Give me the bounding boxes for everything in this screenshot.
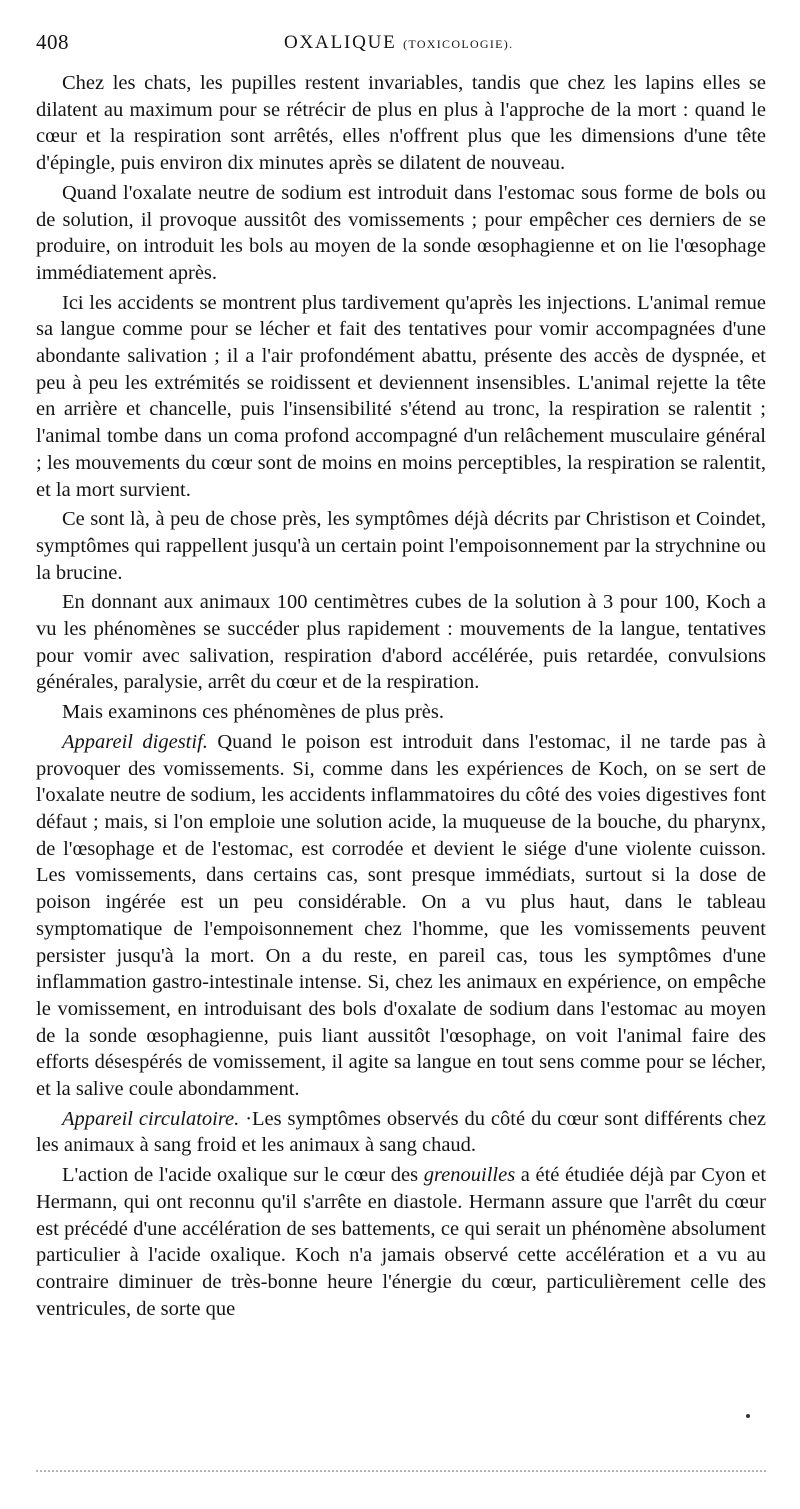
paragraph-koch-dose: En donnant aux animaux 100 centimètres cubes de la solution à 3 pour 100, Koch a vu les phénomènes se succéder plus rapidement : mouvements de la langue, tentatives pour vomir avec salivation, respiration d'abord accélérée, puis retardée, convulsions générales, paralysie, arrêt du cœur et de la respiration.: [36, 591, 766, 694]
running-title: [284, 32, 513, 54]
digestive-text: Quand le poison est introduit dans l'estomac, il ne tarde pas à provoquer des vomissements. Si, comme dans les expériences de Koch, on se sert de l'oxalate neutre de sodium, les accidents inflammatoires du côté des voies digestives font défaut ; mais, si l'on emploie une solution acide, la muqueuse de la bouche, du pharynx, de l'œsophage et de l'estomac, est corrodée et devient le siége d'une violente cuisson. Les vomissements, dans certains cas, sont presque immédiats, surtout si la dose de poison ingérée est un peu considérable. On a vu plus haut, dans le tableau symptomatique de l'empoisonnement chez l'homme, que les vomissements peuvent persister jusqu'à la mort. On a du reste, en pareil cas, tous les symptômes d'une inflammation gastro-intestinale intense. Si, chez les animaux en expérience, on empêche le vomissement, en introduisant des bols d'oxalate de sodium dans l'estomac au moyen de la sonde œsophagienne, puis liant aussitôt l'œsophage, on voit l'animal faire des efforts désespérés de vomissement, il agite sa langue en tout sens comme pour se lécher, et la salive coule abondamment.: [36, 730, 766, 1101]
running-header: [36, 30, 766, 60]
paragraph-examine: Mais examinons ces phénomènes de plus près.: [62, 701, 445, 724]
paragraph-christison: Ce sont là, à peu de chose près, les symptômes déjà décrits par Christison et Coindet, symptômes qui rappellent jusqu'à un certain point l'empoisonnement par la strychnine ou la brucine.: [36, 508, 766, 584]
footer-dotted-rule: [36, 1470, 766, 1472]
paragraph-oxalate-stomach: Quand l'oxalate neutre de sodium est introduit dans l'estomac sous forme de bols ou de solution, il provoque aussitôt des vomissements ; pour empêcher ces derniers de se produire, on introduit les bols au moyen de la sonde œsophagienne et on lie l'œsophage immédiatement après.: [36, 181, 766, 284]
paragraph-frogs: [36, 1162, 766, 1322]
paragraph-digestive: [36, 729, 766, 1103]
circulatory-text: ·Les symptômes observés du côté du cœur sont différents chez les animaux à sang froid et les animaux à sang chaud.: [36, 1107, 766, 1157]
section-heading-circulatory: Appareil circulatoire.: [62, 1107, 240, 1130]
frogs-text-before: L'action de l'acide oxalique sur le cœur des: [62, 1164, 424, 1187]
section-heading-digestive: Appareil digestif.: [62, 730, 208, 753]
frogs-text-after: a été étudiée déjà par Cyon et Hermann, qui ont reconnu qu'il s'arrête en diastole. Hermann assure que l'arrêt du cœur est précédé d'une accélération de ses battements, ce qui serait un phénomène absolument particulier à l'acide oxalique. Koch n'a jamais observé cette accélération et a vu au contraire diminuer de très-bonne heure l'énergie du cœur, particulièrement celle des ventricules, de sorte que: [36, 1164, 767, 1320]
ink-speck: [746, 1414, 750, 1418]
running-title-section: (TOXICOLOGIE).: [403, 37, 514, 51]
page-number: 408: [36, 30, 69, 54]
body-text: [36, 70, 766, 1325]
paragraph-pupils: Chez les chats, les pupilles restent invariables, tandis que chez les lapins elles se dilatent au maximum pour se rétrécir de plus en plus à l'approche de la mort : quand le cœur et la respiration sont arrêtés, elles n'offrent plus que les dimensions d'une tête d'épingle, puis environ dix minutes après se dilatent de nouveau.: [36, 72, 766, 175]
running-title-main: OXALIQUE: [284, 32, 397, 53]
paragraph-accidents: Ici les accidents se montrent plus tardivement qu'après les injections. L'animal remue sa langue comme pour se lécher et fait des tentatives pour vomir accompagnées d'une abondante salivation ; il a l'air profondément abattu, présente des accès de dyspnée, et peu à peu les extrémités se roidissent et deviennent insensibles. L'animal rejette la tête en arrière et chancelle, puis l'insensibilité s'étend au tronc, la respiration se ralentit ; l'animal tombe dans un coma profond accompagné d'un relâchement musculaire général ; les mouvements du cœur sont de moins en moins perceptibles, la respiration se ralentit, et la mort survient.: [36, 291, 766, 501]
frogs-emphasis: grenouilles: [423, 1164, 516, 1187]
paragraph-circulatory: [36, 1106, 766, 1159]
